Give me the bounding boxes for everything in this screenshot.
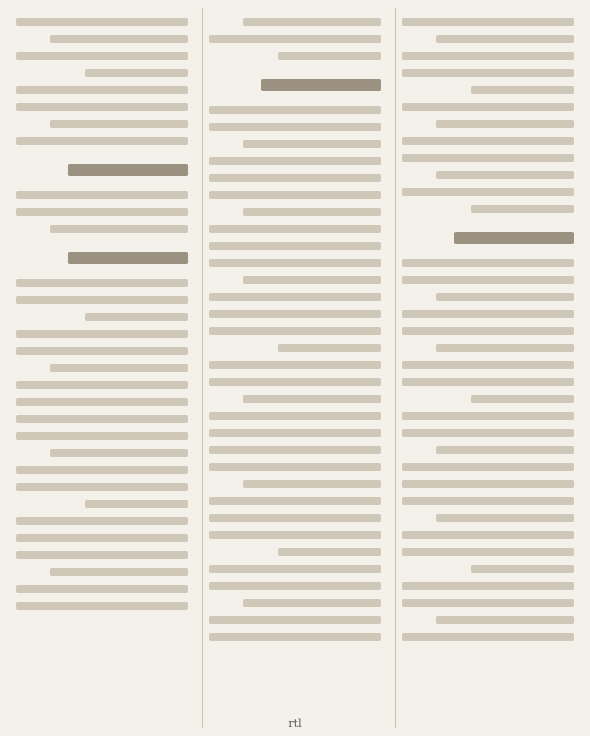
column-right xyxy=(395,8,580,728)
column-middle xyxy=(202,8,387,728)
column-left xyxy=(10,8,194,728)
reading-direction-label: rtl xyxy=(288,717,302,730)
